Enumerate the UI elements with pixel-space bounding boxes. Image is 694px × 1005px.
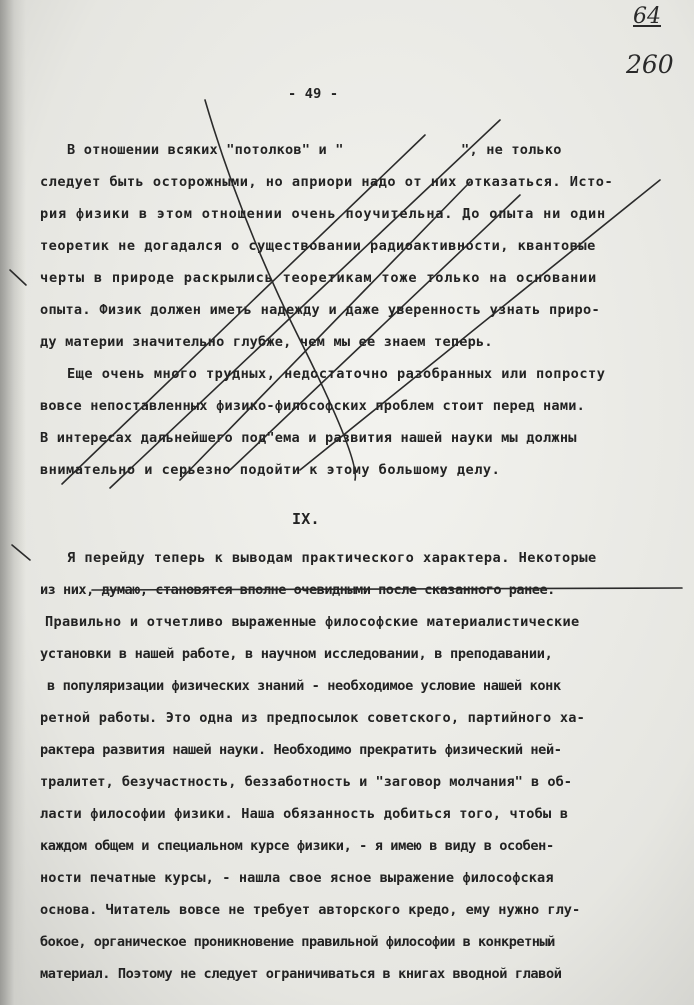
page-number: - 49 - [288,86,339,102]
archive-sheet-number-new: 260 [626,50,674,79]
section-heading: IX. [292,510,320,528]
text-line-9: вовсе непоставленных физико-философских проблем стоит перед нами. [40,398,585,414]
text-line-24: бокое, органическое проникновение правильной философии в конкретный [40,934,555,950]
scan-edge-shadow [0,0,26,1005]
text-line-20: ласти философии физики. Наша обязанность добиться того, чтобы в [40,806,569,822]
text-line-16: в популяризации физических знаний - необходимое условие нашей конк [47,678,561,694]
text-line-15: установки в нашей работе, в научном исследовании, в преподавании, [40,646,553,662]
text-line-23: основа. Читатель вовсе не требует авторского кредо, ему нужно глу- [40,902,581,918]
text-line-3: рия физики в этом отношении очень поучительна. До опыта ни один [40,206,606,222]
text-line-2: следует быть осторожными, но априори надо от них отказаться. Исто- [40,174,614,190]
text-line-13-struck: из них, думаю, становятся вполне очевидными после сказанного ранее. [40,582,555,598]
text-line-1: В отношении всяких "потолков" и " ", не только [67,142,562,158]
text-line-22: ности печатные курсы, - нашла свое ясное выражение философская [40,870,554,886]
text-line-12: Я перейду теперь к выводам практического характера. Некоторые [67,550,597,566]
text-line-7: ду материи значительно глубже, чем мы ее знаем теперь. [40,334,493,350]
archive-sheet-number-old: 64 [633,4,661,29]
text-line-11: внимательно и серьезно подойти к этому большому делу. [40,462,501,478]
text-line-4: теоретик не догадался о существовании радиоактивности, квантовые [40,238,596,254]
text-line-17: ретной работы. Это одна из предпосылок советского, партийного ха- [40,710,585,726]
text-line-14: Правильно и отчетливо выраженные философские материалистические [45,614,580,630]
text-line-8: Еще очень много трудных, недостаточно разобранных или попросту [67,366,606,382]
text-line-10: В интересах дальнейшего под"ема и развития нашей науки мы должны [40,430,577,446]
text-line-19: тралитет, безучастность, беззаботность и "заговор молчания" в об- [40,774,572,790]
diagonal-strike-3 [300,180,660,470]
text-line-21: каждом общем и специальном курсе физики, - я имею в виду в особен- [40,838,554,854]
text-line-5: черты в природе раскрылись теоретикам тоже только на основании [40,270,598,286]
diagonal-strike-5 [230,195,520,470]
text-line-6: опыта. Физик должен иметь надежду и даже уверенность узнать приро- [40,302,600,318]
text-line-18: рактера развития нашей науки. Необходимо прекратить физический ней- [40,742,562,758]
text-line-25: материал. Поэтому не следует ограничиваться в книгах вводной главой [40,966,562,982]
